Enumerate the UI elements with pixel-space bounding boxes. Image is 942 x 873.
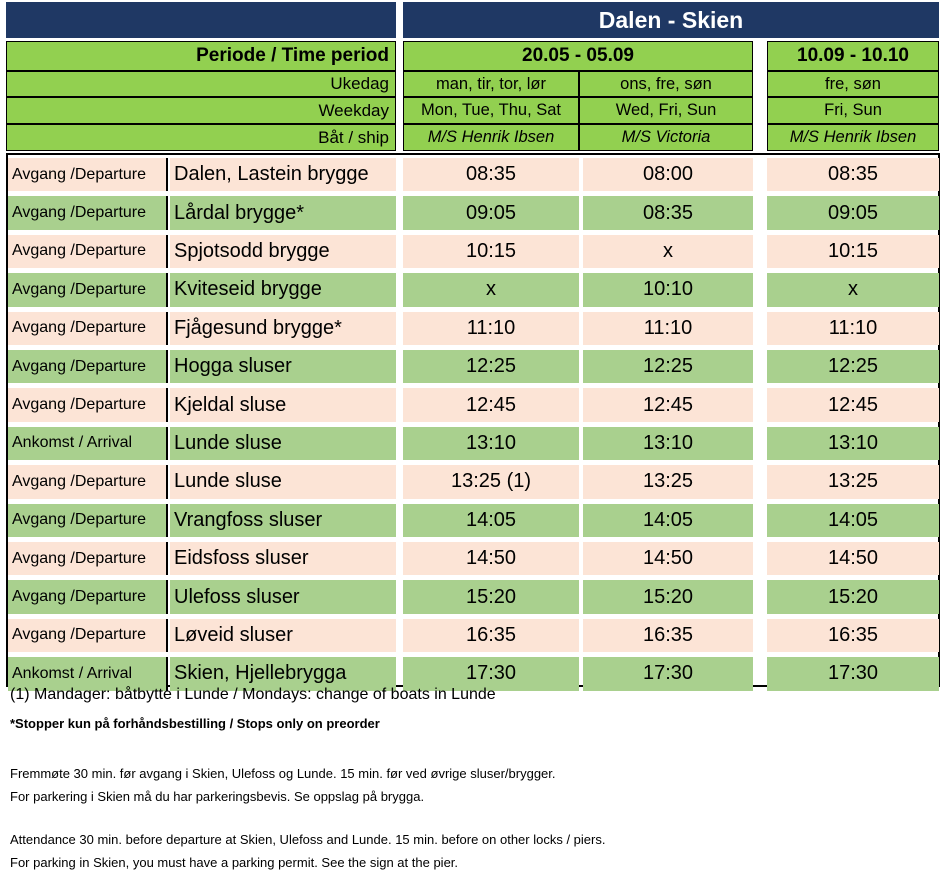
row-time-col-2: 13:25 bbox=[583, 465, 753, 498]
row-time-col-1: 13:25 (1) bbox=[403, 465, 579, 498]
row-time-col-2: 14:50 bbox=[583, 542, 753, 575]
row-time-col-3: 13:10 bbox=[767, 427, 939, 460]
row-time-col-1: 11:10 bbox=[403, 312, 579, 345]
row-type: Avgang /Departure bbox=[8, 196, 168, 229]
col-1-ukedag: man, tir, tor, lør bbox=[403, 71, 579, 97]
row-type: Avgang /Departure bbox=[8, 350, 168, 383]
row-time-col-3: x bbox=[767, 273, 939, 306]
row-stop: Kjeldal sluse bbox=[170, 388, 396, 421]
row-time-col-2: x bbox=[583, 235, 753, 268]
row-stop: Spjotsodd brygge bbox=[170, 235, 396, 268]
row-time-col-1: 14:05 bbox=[403, 504, 579, 537]
row-time-col-2: 12:45 bbox=[583, 388, 753, 421]
row-type: Avgang /Departure bbox=[8, 580, 168, 613]
row-time-col-1: 09:05 bbox=[403, 196, 579, 229]
ship-label: Båt / ship bbox=[6, 124, 396, 151]
row-stop: Hogga sluser bbox=[170, 350, 396, 383]
row-time-col-1: 08:35 bbox=[403, 158, 579, 191]
row-time-col-3: 08:35 bbox=[767, 158, 939, 191]
row-time-col-2: 14:05 bbox=[583, 504, 753, 537]
col-2-ukedag: ons, fre, søn bbox=[579, 71, 753, 97]
row-time-col-3: 14:05 bbox=[767, 504, 939, 537]
row-time-col-3: 11:10 bbox=[767, 312, 939, 345]
row-time-col-3: 17:30 bbox=[767, 657, 939, 690]
col-1-weekday: Mon, Tue, Thu, Sat bbox=[403, 97, 579, 124]
row-type: Avgang /Departure bbox=[8, 388, 168, 421]
row-time-col-2: 10:10 bbox=[583, 273, 753, 306]
row-time-col-1: x bbox=[403, 273, 579, 306]
row-type: Avgang /Departure bbox=[8, 158, 168, 191]
row-time-col-3: 12:45 bbox=[767, 388, 939, 421]
row-time-col-1: 12:45 bbox=[403, 388, 579, 421]
row-time-col-1: 16:35 bbox=[403, 619, 579, 652]
row-stop: Lårdal brygge* bbox=[170, 196, 396, 229]
row-time-col-2: 11:10 bbox=[583, 312, 753, 345]
row-stop: Lunde sluse bbox=[170, 465, 396, 498]
row-type: Ankomst / Arrival bbox=[8, 427, 168, 460]
row-stop: Løveid sluser bbox=[170, 619, 396, 652]
no-attendance-note: Fremmøte 30 min. før avgang i Skien, Ulefoss og Lunde. 15 min. før ved øvrige sluser/brygger. bbox=[10, 766, 556, 781]
col-2-weekday: Wed, Fri, Sun bbox=[579, 97, 753, 124]
row-time-col-3: 09:05 bbox=[767, 196, 939, 229]
row-time-col-3: 15:20 bbox=[767, 580, 939, 613]
row-type: Ankomst / Arrival bbox=[8, 657, 168, 690]
row-stop: Kviteseid brygge bbox=[170, 273, 396, 306]
row-time-col-2: 08:35 bbox=[583, 196, 753, 229]
row-type: Avgang /Departure bbox=[8, 465, 168, 498]
no-parking-note: For parkering i Skien må du har parkeringsbevis. Se oppslag på brygga. bbox=[10, 789, 425, 804]
row-time-col-1: 10:15 bbox=[403, 235, 579, 268]
ukedag-label: Ukedag bbox=[6, 71, 396, 97]
row-stop: Lunde sluse bbox=[170, 427, 396, 460]
row-stop: Eidsfoss sluser bbox=[170, 542, 396, 575]
col-3-ukedag: fre, søn bbox=[767, 71, 939, 97]
row-time-col-1: 17:30 bbox=[403, 657, 579, 690]
row-time-col-1: 13:10 bbox=[403, 427, 579, 460]
row-type: Avgang /Departure bbox=[8, 542, 168, 575]
row-stop: Dalen, Lastein brygge bbox=[170, 158, 396, 191]
row-time-col-2: 12:25 bbox=[583, 350, 753, 383]
row-time-col-3: 12:25 bbox=[767, 350, 939, 383]
header-left-band bbox=[6, 2, 396, 38]
col-3-ship: M/S Henrik Ibsen bbox=[767, 124, 939, 151]
row-time-col-2: 17:30 bbox=[583, 657, 753, 690]
row-type: Avgang /Departure bbox=[8, 235, 168, 268]
row-stop: Vrangfoss sluser bbox=[170, 504, 396, 537]
col-1-ship: M/S Henrik Ibsen bbox=[403, 124, 579, 151]
row-type: Avgang /Departure bbox=[8, 273, 168, 306]
row-time-col-3: 10:15 bbox=[767, 235, 939, 268]
row-time-col-3: 14:50 bbox=[767, 542, 939, 575]
period-1-range: 20.05 - 05.09 bbox=[403, 41, 753, 71]
route-title: Dalen - Skien bbox=[403, 2, 939, 38]
row-time-col-1: 14:50 bbox=[403, 542, 579, 575]
row-time-col-2: 15:20 bbox=[583, 580, 753, 613]
row-type: Avgang /Departure bbox=[8, 504, 168, 537]
col-2-ship: M/S Victoria bbox=[579, 124, 753, 151]
en-attendance-note: Attendance 30 min. before departure at Skien, Ulefoss and Lunde. 15 min. before on other locks / piers. bbox=[10, 832, 606, 847]
col-3-weekday: Fri, Sun bbox=[767, 97, 939, 124]
row-time-col-2: 16:35 bbox=[583, 619, 753, 652]
row-stop: Skien, Hjellebrygga bbox=[170, 657, 396, 690]
row-stop: Fjågesund brygge* bbox=[170, 312, 396, 345]
row-type: Avgang /Departure bbox=[8, 619, 168, 652]
row-time-col-2: 08:00 bbox=[583, 158, 753, 191]
row-type: Avgang /Departure bbox=[8, 312, 168, 345]
row-time-col-2: 13:10 bbox=[583, 427, 753, 460]
row-time-col-3: 13:25 bbox=[767, 465, 939, 498]
row-stop: Ulefoss sluser bbox=[170, 580, 396, 613]
period-2-range: 10.09 - 10.10 bbox=[767, 41, 939, 71]
en-parking-note: For parking in Skien, you must have a parking permit. See the sign at the pier. bbox=[10, 855, 459, 870]
footnote-1: (1) Mandager: båtbytte i Lunde / Mondays: change of boats in Lunde bbox=[10, 686, 496, 703]
row-time-col-1: 15:20 bbox=[403, 580, 579, 613]
weekday-label: Weekday bbox=[6, 97, 396, 124]
preorder-note: *Stopper kun på forhåndsbestilling / Stops only on preorder bbox=[10, 716, 380, 731]
row-time-col-1: 12:25 bbox=[403, 350, 579, 383]
row-time-col-3: 16:35 bbox=[767, 619, 939, 652]
period-label: Periode / Time period bbox=[6, 41, 396, 71]
